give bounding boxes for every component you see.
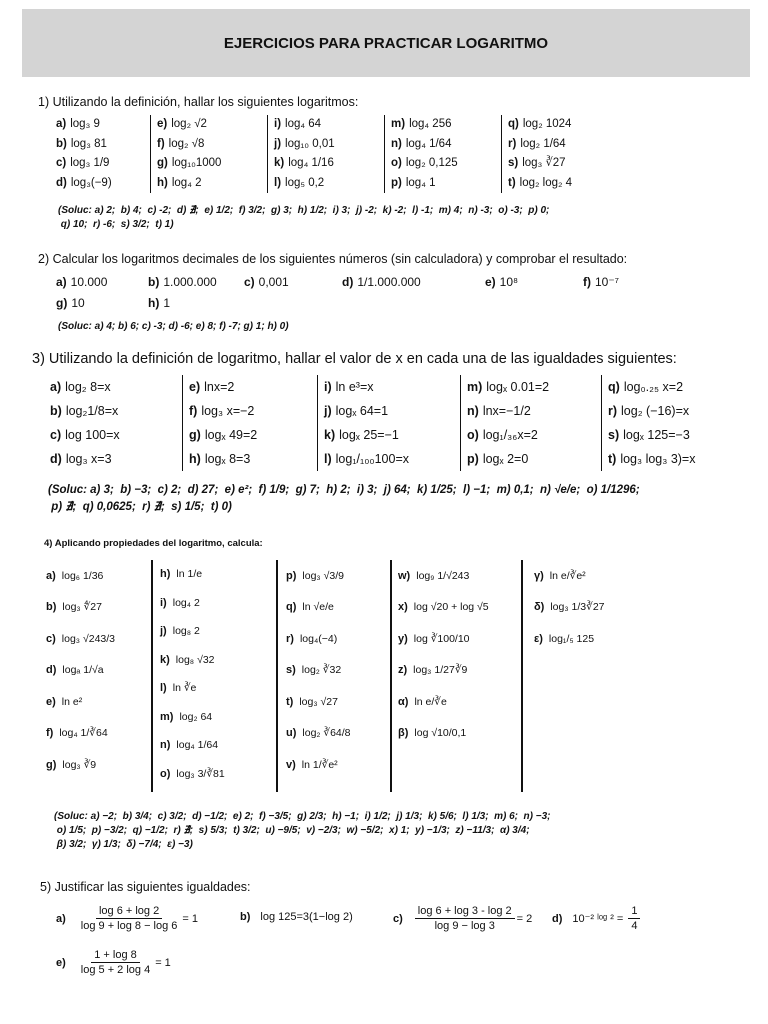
exercise-label: δ) [534, 601, 545, 614]
exercise-label: r) [286, 632, 294, 645]
exercise-expression: log₉ 1/√243 [416, 569, 470, 582]
exercise-label: o) [467, 428, 479, 442]
exercise-label: a) [46, 569, 56, 582]
exercise-expression: log₃ 9 [70, 118, 100, 130]
exercise-expression: log₃ x=−2 [201, 404, 255, 418]
exercise-label: c) [56, 157, 67, 169]
exercise-label: s) [286, 664, 296, 677]
exercise-label: k) [274, 157, 285, 169]
exercise-item [391, 174, 495, 194]
exercise-label: y) [398, 632, 408, 645]
exercise-label: c) [244, 275, 255, 289]
exercise-column [160, 560, 225, 788]
exercise-column [267, 115, 384, 193]
exercise-item [274, 135, 378, 155]
exercise-label: p) [391, 176, 402, 189]
title-banner [22, 9, 750, 77]
exercise-label: m) [391, 118, 406, 130]
exercise-expression: logₓ 64=1 [335, 404, 389, 418]
exercise-label: ε) [534, 632, 543, 645]
exercise-item [160, 760, 225, 789]
exercise-column [50, 115, 150, 193]
exercise-expression: logₓ 8=3 [204, 452, 251, 466]
exercise-item [56, 275, 107, 289]
exercise-label: h) [157, 176, 168, 189]
exercise-label: h) [148, 296, 160, 310]
exercise-item [286, 655, 351, 687]
exercise-label: e) [485, 275, 496, 289]
exercise-item [286, 718, 351, 750]
exercise-column [460, 375, 601, 471]
exercise-item [274, 115, 378, 135]
column-divider [276, 560, 278, 792]
exercise-expression: logₓ 125=−3 [623, 428, 690, 442]
exercise-expression: 10⁻⁷ [595, 275, 620, 289]
exercise-column [44, 375, 182, 471]
exercise-expression: log₂ 64 [179, 710, 213, 723]
exercise-expression: 10 [71, 296, 85, 310]
exercise-label: p) [286, 569, 297, 582]
exercise-item [286, 623, 351, 655]
exercise-item [398, 718, 489, 750]
exercise-label: f) [189, 404, 198, 418]
exercise-label: h) [189, 452, 201, 466]
section-5-title: 5) Justificar las siguientes igualdades: [40, 880, 251, 894]
exercise-item [189, 423, 311, 447]
exercise-expression: 1.000.000 [163, 275, 217, 289]
exercise-item [286, 749, 351, 781]
exercise-expression: log₁/₅ 125 [548, 632, 595, 645]
exercise-item [148, 296, 170, 310]
exercise-expression: logₓ 0.01=2 [486, 380, 550, 394]
exercise-item [583, 275, 619, 289]
exercise-label: e) [157, 118, 168, 130]
exercise-expression: log₈ √32 [175, 653, 215, 666]
exercise-label: q) [508, 118, 519, 130]
exercise-item [157, 135, 261, 155]
exercise-column [182, 375, 317, 471]
exercise-label: s) [608, 428, 620, 442]
exercise-label: g) [56, 296, 68, 310]
exercise-expression: log₂1/8=x [65, 404, 119, 418]
exercise-item [46, 623, 115, 655]
exercise-item [324, 423, 454, 447]
exercise-expression: log₃ 1/3∛27 [550, 601, 605, 614]
exercise-label: f) [583, 275, 591, 289]
exercise-label: β) [398, 727, 409, 740]
exercise-item [274, 174, 378, 194]
exercise-item [286, 686, 351, 718]
exercise-expression: log₃ 1/9 [70, 157, 110, 169]
exercise-expression: log₃ 81 [70, 137, 107, 150]
exercise-expression: log ∛100/10 [413, 632, 470, 645]
exercise-label: v) [286, 758, 296, 771]
exercise-expression: log₃ ∜27 [62, 601, 102, 614]
exercise-label: l) [160, 682, 167, 695]
exercise-label: a) [56, 275, 67, 289]
exercise-expression: logₐ 1/√a [62, 664, 104, 677]
column-divider [390, 560, 392, 792]
page-title: EJERCICIOS PARA PRACTICAR LOGARITMO [223, 34, 549, 52]
exercise-item [50, 423, 176, 447]
exercise-item [398, 655, 489, 687]
exercise-item [467, 399, 595, 423]
exercise-expression: log₂ √2 [171, 118, 207, 130]
exercise-label: e) [46, 695, 56, 708]
exercise-expression: 1 [163, 296, 171, 310]
exercise-item [56, 174, 144, 194]
exercise-item [160, 703, 225, 732]
exercise-label: n) [391, 137, 402, 150]
section-3-exercises [44, 375, 744, 471]
exercise-expression: log₃(−9) [70, 176, 112, 189]
exercise-label: o) [160, 767, 171, 780]
exercise-expression: log₃ ∛9 [62, 758, 97, 771]
exercise-column [501, 115, 624, 193]
section-3-title: 3) Utilizando la definición de logaritmo, hallar el valor de x en cada una de las igualdades siguientes: [32, 351, 677, 367]
exercise-expression: ln e² [61, 695, 83, 708]
exercise-item [189, 375, 311, 399]
exercise-label: d) [342, 275, 354, 289]
exercise-label: i) [160, 596, 167, 609]
exercise-item [46, 592, 115, 624]
exercise-label: h) [160, 568, 171, 581]
exercise-expression: log₄ 1/16 [288, 157, 334, 169]
exercise-expression: logₓ 2=0 [482, 452, 529, 466]
exercise-item [534, 560, 605, 592]
exercise-item [324, 375, 454, 399]
exercise-expression: log₃ √27 [299, 695, 338, 708]
exercise-label: k) [324, 428, 336, 442]
exercise-item [608, 423, 738, 447]
exercise-item [342, 275, 421, 289]
exercise-expression: log₄ 1/∛64 [59, 727, 108, 740]
exercise-item [608, 447, 738, 471]
section-2-solution: (Soluc: a) 4; b) 6; c) -3; d) -6; e) 8; f) -7; g) 1; h) 0) [58, 321, 289, 332]
exercise-column [398, 560, 489, 749]
exercise-label: f) [46, 727, 54, 740]
exercise-expression: log₁/₃₆x=2 [482, 428, 538, 442]
exercise-expression: log₁₀ 0,01 [285, 137, 335, 150]
exercise-expression: log₃ x=3 [65, 452, 112, 466]
exercise-item [189, 399, 311, 423]
exercise-item [286, 592, 351, 624]
exercise-item [391, 154, 495, 174]
exercise-label: k) [160, 653, 170, 666]
exercise-5a: a) $\frac{\log 6 + \log 2}{\log 9 + \log 8 - \log 6}$ = 1 [56, 905, 199, 932]
exercise-item [608, 399, 738, 423]
exercise-label: l) [324, 452, 332, 466]
exercise-item [160, 674, 225, 703]
exercise-item [56, 296, 85, 310]
exercise-item [56, 154, 144, 174]
section-4-exercises [46, 560, 746, 792]
exercise-label: f) [157, 137, 165, 150]
exercise-item [391, 115, 495, 135]
exercise-expression: log₂ 1024 [522, 118, 572, 130]
exercise-item [508, 135, 618, 155]
exercise-expression: log √20 + log √5 [413, 601, 489, 614]
exercise-label: q) [608, 380, 620, 394]
exercise-label: d) [56, 176, 67, 189]
exercise-item [50, 447, 176, 471]
exercise-label: m) [160, 710, 174, 723]
exercise-label: t) [286, 695, 294, 708]
exercise-label: γ) [534, 569, 544, 582]
exercise-column [286, 560, 351, 781]
exercise-item [324, 447, 454, 471]
exercise-expression: logₓ 49=2 [204, 428, 258, 442]
section-3-solution: (Soluc: a) 3; b) −3; c) 2; d) 27; e) e²; f) 1/9; g) 7; h) 2; i) 3; j) 64; k) 1/25; l) −1; m) 0,1; n) √e/e; o) 1/1296; p) ∄; q) 0,0625; r) ∄; s) 1/5; t) 0) [48, 484, 640, 513]
column-divider [151, 560, 153, 792]
exercise-expression: log₄ 2 [171, 176, 202, 189]
exercise-label: g) [157, 157, 168, 169]
exercise-label: d) [50, 452, 62, 466]
exercise-label: b) [56, 137, 67, 150]
exercise-expression: lnx=2 [204, 380, 235, 394]
exercise-label: i) [324, 380, 332, 394]
exercise-label: j) [324, 404, 332, 418]
section-1-title: 1) Utilizando la definición, hallar los siguientes logaritmos: [38, 95, 359, 109]
exercise-item [56, 115, 144, 135]
exercise-column [534, 560, 605, 655]
exercise-item [50, 375, 176, 399]
exercise-5c: c) $\frac{\log 6 + \log 3 - \log 2}{\log 9 - \log 3}$ = 2 [393, 905, 533, 932]
exercise-item [508, 115, 618, 135]
exercise-expression: log₃ √243/3 [61, 632, 116, 645]
exercise-item [508, 174, 618, 194]
exercise-expression: ln 1/∛e² [301, 758, 338, 771]
exercise-expression: log₃ log₃ 3)=x [620, 452, 696, 466]
exercise-item [391, 135, 495, 155]
exercise-expression: log₃ 3/∛81 [176, 767, 225, 780]
exercise-label: q) [286, 601, 297, 614]
exercise-item [160, 646, 225, 675]
exercise-label: r) [508, 137, 517, 150]
exercise-expression: log₄(−4) [299, 632, 338, 645]
section-1-solution: (Soluc: a) 2; b) 4; c) -2; d) ∄; e) 1/2; f) 3/2; g) 3; h) 1/2; i) 3; j) -2; k) -2; l) -1; m) 4; n) -3; o) -3; p) 0; q) 10; r) -6; s) 3/2; t) 1) [58, 205, 550, 230]
exercise-item [46, 560, 115, 592]
exercise-label: α) [398, 695, 409, 708]
exercise-item [398, 560, 489, 592]
exercise-expression: ln ∛e [172, 682, 197, 695]
exercise-item [157, 174, 261, 194]
exercise-label: x) [398, 601, 408, 614]
exercise-item [46, 718, 115, 750]
exercise-item [46, 749, 115, 781]
exercise-label: a) [50, 380, 62, 394]
exercise-5b: b) log 125=3(1−log 2) [240, 911, 353, 923]
exercise-label: l) [274, 176, 282, 189]
exercise-label: s) [508, 157, 519, 169]
exercise-item [157, 154, 261, 174]
exercise-label: m) [467, 380, 483, 394]
exercise-item [160, 617, 225, 646]
exercise-item [467, 423, 595, 447]
exercise-label: n) [467, 404, 479, 418]
exercise-label: j) [160, 625, 167, 638]
exercise-item [160, 731, 225, 760]
exercise-label: n) [160, 739, 171, 752]
exercise-column [317, 375, 460, 471]
exercise-expression: log₆ 1/36 [61, 569, 104, 582]
exercise-expression: log₂ ∛64/8 [302, 727, 351, 740]
exercise-expression: log₃ 1/27∛9 [413, 664, 468, 677]
exercise-item [324, 399, 454, 423]
exercise-expression: log₅ 0,2 [285, 176, 325, 189]
section-4-title: 4) Aplicando propiedades del logaritmo, calcula: [44, 538, 263, 549]
section-2-title: 2) Calcular los logaritmos decimales de los siguientes números (sin calculadora) y comprobar el resultado: [38, 252, 628, 266]
exercise-item [189, 447, 311, 471]
exercise-expression: log₄ 1 [405, 176, 436, 189]
section-4-solution: (Soluc: a) −2; b) 3/4; c) 3/2; d) −1/2; e) 2; f) −3/5; g) 2/3; h) −1; i) 1/2; j) 1/3; k) 5/6; l) 1/3; m) 6; n) −3; o) 1/5; p) −3/2; q) −1/2; r) ∄; s) 5/3; t) 3/2; u) −9/5; v) −2/3; w) −5/2; x) 1; y) −1/3; z) −11/3; α) 3/4; β) 3/2; γ) 1/3; δ) −7/4; ε) −3) [54, 811, 551, 850]
exercise-item [160, 560, 225, 589]
exercise-item [160, 589, 225, 618]
exercise-item [398, 623, 489, 655]
exercise-item [534, 623, 605, 655]
exercise-item [244, 275, 289, 289]
exercise-label: t) [608, 452, 617, 466]
exercise-5e: e) $\frac{1 + \log 8}{\log 5 + 2 \log 4}$ = 1 [56, 949, 171, 976]
exercise-label: e) [189, 380, 201, 394]
exercise-expression: log₂ 8=x [65, 380, 111, 394]
exercise-5d: d) 10⁻² ˡᵒᵍ ² = $\frac{1}{4}$ [552, 904, 642, 933]
exercise-label: z) [398, 664, 408, 677]
exercise-expression: log₃ √3/9 [302, 569, 344, 582]
exercise-expression: ln e/∛e² [549, 569, 586, 582]
exercise-expression: logₓ 25=−1 [339, 428, 399, 442]
exercise-expression: ln √e/e [302, 601, 334, 614]
exercise-column [150, 115, 267, 193]
exercise-column [384, 115, 501, 193]
exercise-label: b) [50, 404, 62, 418]
exercise-label: b) [46, 601, 57, 614]
exercise-item [56, 135, 144, 155]
exercise-item [157, 115, 261, 135]
exercise-item [485, 275, 518, 289]
exercise-item [534, 592, 605, 624]
exercise-expression: log₃ ∛27 [522, 157, 566, 169]
exercise-label: u) [286, 727, 297, 740]
exercise-label: b) [148, 275, 160, 289]
exercise-label: p) [467, 452, 479, 466]
exercise-expression: 1/1.000.000 [357, 275, 421, 289]
exercise-expression: log₄ 1/64 [405, 137, 452, 150]
exercise-item [50, 399, 176, 423]
exercise-label: c) [46, 632, 56, 645]
exercise-expression: log₄ 64 [285, 118, 322, 130]
exercise-expression: ln e³=x [335, 380, 374, 394]
exercise-item [148, 275, 217, 289]
exercise-expression: 10⁸ [499, 275, 519, 289]
exercise-expression: ln 1/e [176, 568, 203, 581]
exercise-expression: log √10/0,1 [414, 727, 467, 740]
exercise-column [601, 375, 744, 471]
exercise-item [46, 655, 115, 687]
exercise-item [274, 154, 378, 174]
exercise-expression: log₂ log₂ 4 [519, 176, 573, 189]
exercise-expression: 10.000 [70, 275, 108, 289]
exercise-item [467, 447, 595, 471]
exercise-label: g) [189, 428, 201, 442]
exercise-expression: log₄ 256 [409, 118, 452, 130]
exercise-label: i) [274, 118, 282, 130]
exercise-expression: ln e/∛e [414, 695, 447, 708]
column-divider [521, 560, 523, 792]
exercise-item [508, 154, 618, 174]
exercise-label: j) [274, 137, 282, 150]
exercise-label: g) [46, 758, 57, 771]
exercise-column [46, 560, 115, 781]
exercise-expression: log₂ √8 [168, 137, 205, 150]
exercise-expression: log₄ 1/64 [176, 739, 219, 752]
exercise-expression: log₁/₁₀₀100=x [335, 452, 410, 466]
exercise-item [467, 375, 595, 399]
exercise-expression: log₁₀1000 [171, 157, 222, 169]
exercise-item [398, 592, 489, 624]
exercise-label: d) [46, 664, 57, 677]
exercise-item [608, 375, 738, 399]
exercise-expression: log₄ 2 [172, 596, 200, 609]
exercise-label: a) [56, 118, 67, 130]
exercise-expression: log₂ ∛32 [301, 664, 342, 677]
exercise-expression: log 100=x [65, 428, 120, 442]
exercise-label: c) [50, 428, 62, 442]
exercise-expression: log₀.₂₅ x=2 [623, 380, 684, 394]
exercise-expression: log₂ 0,125 [405, 157, 458, 169]
exercise-label: r) [608, 404, 618, 418]
exercise-label: t) [508, 176, 516, 189]
exercise-expression: lnx=−1/2 [482, 404, 531, 418]
exercise-item [46, 686, 115, 718]
exercise-label: o) [391, 157, 402, 169]
exercise-expression: log₂ 1/64 [520, 137, 566, 150]
exercise-expression: log₂ (−16)=x [621, 404, 690, 418]
exercise-expression: log₈ 2 [172, 625, 200, 638]
exercise-item [398, 686, 489, 718]
section-1-exercises [50, 115, 624, 193]
exercise-label: w) [398, 569, 411, 582]
exercise-expression: 0,001 [258, 275, 289, 289]
exercise-item [286, 560, 351, 592]
